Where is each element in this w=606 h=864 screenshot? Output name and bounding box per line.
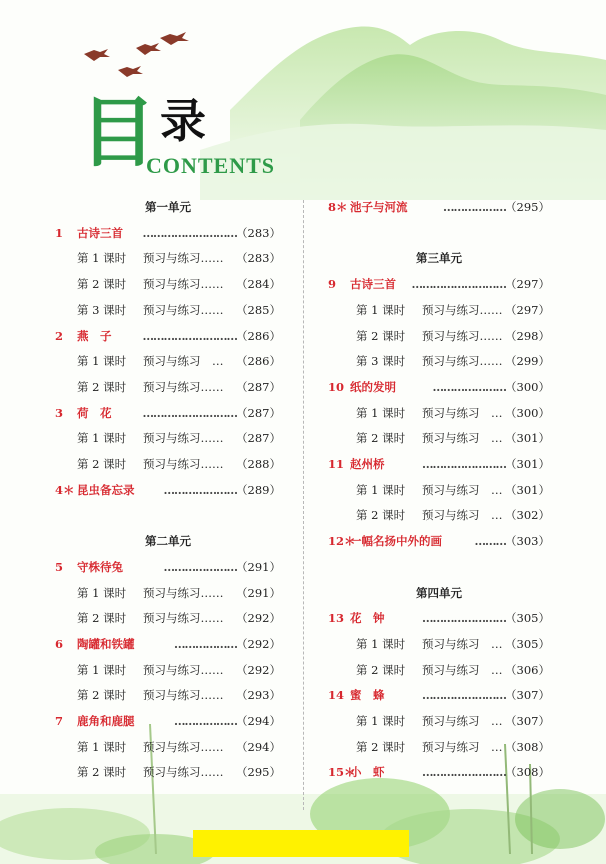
leader-dots: ……………… xyxy=(432,200,506,214)
page-number: （291） xyxy=(236,585,281,600)
leader-dots: ……………………… xyxy=(142,225,237,240)
highlight-bar xyxy=(193,830,409,857)
lesson-subentry[interactable] xyxy=(328,326,550,346)
lesson-entry[interactable] xyxy=(55,711,281,731)
page-number: （301） xyxy=(505,431,550,446)
class-period: 第 1 课时 xyxy=(356,405,406,420)
lesson-subentry[interactable] xyxy=(55,351,281,371)
lesson-entry[interactable] xyxy=(328,454,550,474)
lesson-number: 12＊ xyxy=(328,534,356,549)
class-period: 第 2 课时 xyxy=(77,277,127,292)
page-number: （289） xyxy=(236,482,281,497)
class-period: 第 2 课时 xyxy=(356,662,406,677)
class-period: 第 2 课时 xyxy=(356,739,406,754)
lesson-title: 昆虫备忘录 xyxy=(77,482,135,497)
page-number: （305） xyxy=(505,636,550,651)
leader-dots: …………………… xyxy=(411,688,506,703)
lesson-entry[interactable] xyxy=(55,480,281,500)
lesson-title: 鹿角和鹿腿 xyxy=(77,714,135,728)
spacer xyxy=(328,223,550,243)
unit-heading: 第二单元 xyxy=(145,534,191,549)
practice-label: 预习与练习…… xyxy=(143,585,224,600)
lesson-title: 池子与河流 xyxy=(350,200,408,214)
practice-label: 预习与练习…… xyxy=(143,662,224,677)
lesson-subentry[interactable] xyxy=(328,660,550,680)
lesson-subentry[interactable] xyxy=(328,428,550,448)
leader-dots: ………………… xyxy=(153,559,237,574)
class-period: 第 1 课时 xyxy=(77,739,127,754)
lesson-number: 15＊ xyxy=(328,765,356,780)
lesson-subentry[interactable] xyxy=(55,248,281,268)
page-number: （283） xyxy=(236,225,281,240)
practice-label: 预习与练习 … xyxy=(143,354,224,369)
lesson-entry[interactable] xyxy=(328,762,550,782)
unit-heading: 第四单元 xyxy=(416,585,462,600)
page-number: （302） xyxy=(505,508,550,523)
lesson-subentry[interactable] xyxy=(328,403,550,423)
page-number: （285） xyxy=(236,302,281,317)
leader-dots: ………………… xyxy=(163,482,237,497)
page-number: （294） xyxy=(236,739,281,754)
lesson-entry[interactable] xyxy=(328,377,550,397)
practice-label: 预习与练习 … xyxy=(422,405,503,420)
lesson-title: 古诗三首 xyxy=(77,225,123,240)
lesson-subentry[interactable] xyxy=(55,762,281,782)
page-number: （283） xyxy=(236,251,281,266)
lesson-entry[interactable] xyxy=(328,685,550,705)
lesson-subentry[interactable] xyxy=(55,737,281,757)
class-period: 第 1 课时 xyxy=(77,585,127,600)
page-number: （287） xyxy=(236,405,281,420)
practice-label: 预习与练习 … xyxy=(422,508,503,523)
lesson-number: 3 xyxy=(55,405,64,420)
page-number: （298） xyxy=(505,328,550,343)
page-number: （305） xyxy=(505,611,550,626)
page-number: （286） xyxy=(236,354,281,369)
lesson-subentry[interactable] xyxy=(55,377,281,397)
lesson-number: 7 xyxy=(55,714,64,728)
page-number: （292） xyxy=(236,611,281,626)
leader-dots: ……………………… xyxy=(142,405,237,420)
leader-dots: …………………… xyxy=(411,457,506,471)
class-period: 第 2 课时 xyxy=(356,508,406,523)
page-number: （303） xyxy=(505,534,550,549)
page-number: （297） xyxy=(505,277,550,292)
lesson-title: 花 钟 xyxy=(350,611,385,626)
page-number: （286） xyxy=(236,328,281,343)
page-number: （292） xyxy=(236,636,281,651)
lesson-entry[interactable] xyxy=(55,634,281,654)
lesson-number: 6 xyxy=(55,636,64,651)
lesson-subentry[interactable] xyxy=(55,300,281,320)
practice-label: 预习与练习 … xyxy=(422,662,503,677)
lesson-entry[interactable] xyxy=(328,608,550,628)
page-number: （307） xyxy=(505,714,550,728)
practice-label: 预习与练习…… xyxy=(143,765,224,780)
practice-label: 预习与练习…… xyxy=(143,457,224,471)
page-number: （301） xyxy=(505,482,550,497)
lesson-title: 一幅名扬中外的画 xyxy=(350,534,442,549)
leader-dots: ……… xyxy=(464,534,506,549)
practice-label: 预习与练习 … xyxy=(422,482,503,497)
leader-dots: …………………… xyxy=(411,765,506,780)
lesson-subentry[interactable] xyxy=(328,711,550,731)
leader-dots: ……………………… xyxy=(411,277,506,292)
page-number: （297） xyxy=(505,302,550,317)
class-period: 第 1 课时 xyxy=(356,714,406,728)
lesson-number: 13 xyxy=(328,611,345,626)
lesson-title: 蜜 蜂 xyxy=(350,688,385,703)
lesson-subentry[interactable] xyxy=(55,274,281,294)
lesson-subentry[interactable] xyxy=(55,660,281,680)
practice-label: 预习与练习…… xyxy=(143,251,224,266)
practice-label: 预习与练习…… xyxy=(422,328,503,343)
leader-dots: ………………… xyxy=(422,379,506,394)
page-number: （287） xyxy=(236,431,281,446)
lesson-number: 1 xyxy=(55,225,64,240)
page-number: （288） xyxy=(236,457,281,471)
class-period: 第 1 课时 xyxy=(77,251,127,266)
page-number: （308） xyxy=(505,739,550,754)
class-period: 第 2 课时 xyxy=(77,611,127,626)
page-number: （284） xyxy=(236,277,281,292)
page-number: （306） xyxy=(505,662,550,677)
lesson-subentry[interactable] xyxy=(328,634,550,654)
lesson-entry[interactable] xyxy=(55,403,281,423)
lesson-title: 燕 子 xyxy=(77,328,112,343)
lesson-subentry[interactable] xyxy=(55,685,281,705)
page-number: （300） xyxy=(505,405,550,420)
page-number: （299） xyxy=(505,354,550,369)
lesson-number: 9 xyxy=(328,277,337,292)
title-contents: CONTENTS xyxy=(146,153,276,178)
lesson-title: 纸的发明 xyxy=(350,379,396,394)
lesson-subentry[interactable] xyxy=(55,608,281,628)
practice-label: 预习与练习…… xyxy=(143,739,224,754)
lesson-number: 11 xyxy=(328,457,345,471)
lesson-title: 陶罐和铁罐 xyxy=(77,636,135,651)
practice-label: 预习与练习…… xyxy=(422,354,503,369)
title-lu: 录 xyxy=(160,94,206,148)
leader-dots: ……………… xyxy=(163,714,237,728)
lesson-number: 2 xyxy=(55,328,64,343)
page-number: （308） xyxy=(505,765,550,780)
lesson-number: 5 xyxy=(55,559,64,574)
class-period: 第 1 课时 xyxy=(77,431,127,446)
lesson-number: 10 xyxy=(328,379,345,394)
practice-label: 预习与练习…… xyxy=(143,277,224,292)
unit-heading: 第三单元 xyxy=(416,251,462,266)
leader-dots: ……………… xyxy=(163,636,237,651)
lesson-number: 14 xyxy=(328,688,345,703)
class-period: 第 1 课时 xyxy=(77,662,127,677)
lesson-title: 守株待兔 xyxy=(77,559,123,574)
class-period: 第 2 课时 xyxy=(356,431,406,446)
class-period: 第 2 课时 xyxy=(356,328,406,343)
page-number: （287） xyxy=(236,379,281,394)
class-period: 第 2 课时 xyxy=(77,688,127,703)
lesson-subentry[interactable] xyxy=(328,737,550,757)
lesson-subentry[interactable] xyxy=(55,428,281,448)
page-number: （291） xyxy=(236,559,281,574)
practice-label: 预习与练习…… xyxy=(143,302,224,317)
page-number: （295） xyxy=(236,765,281,780)
lesson-title: 赵州桥 xyxy=(350,457,385,471)
class-period: 第 2 课时 xyxy=(77,457,127,471)
lesson-entry[interactable] xyxy=(328,531,550,551)
lesson-entry[interactable] xyxy=(55,557,281,577)
practice-label: 预习与练习 … xyxy=(422,739,503,754)
spacer xyxy=(328,557,550,577)
flying-geese-icon xyxy=(84,32,189,77)
page-number: （292） xyxy=(236,662,281,677)
leader-dots: …………………… xyxy=(411,611,506,626)
page-number: （294） xyxy=(236,714,281,728)
unit-heading: 第一单元 xyxy=(145,200,191,214)
practice-label: 预习与练习 … xyxy=(422,714,503,728)
lesson-entry[interactable] xyxy=(328,274,550,294)
column-divider xyxy=(303,200,304,810)
practice-label: 预习与练习 … xyxy=(422,431,503,446)
lesson-title: 荷 花 xyxy=(77,405,112,420)
lesson-title: 古诗三首 xyxy=(350,277,396,292)
lesson-number: 8＊ xyxy=(328,200,348,214)
practice-label: 预习与练习…… xyxy=(143,688,224,703)
page-number: （295） xyxy=(505,200,550,214)
lesson-subentry[interactable] xyxy=(328,480,550,500)
practice-label: 预习与练习…… xyxy=(143,611,224,626)
class-period: 第 1 课时 xyxy=(356,636,406,651)
lesson-title: 小 虾 xyxy=(350,765,385,780)
lesson-subentry[interactable] xyxy=(328,300,550,320)
page-number: （301） xyxy=(505,457,550,471)
class-period: 第 2 课时 xyxy=(77,765,127,780)
lesson-entry[interactable] xyxy=(55,223,281,243)
title-mu: 目 xyxy=(80,88,156,177)
lesson-subentry[interactable] xyxy=(55,583,281,603)
leader-dots: ……………………… xyxy=(142,328,237,343)
practice-label: 预习与练习…… xyxy=(143,431,224,446)
lesson-subentry[interactable] xyxy=(328,351,550,371)
class-period: 第 3 课时 xyxy=(77,302,127,317)
practice-label: 预习与练习…… xyxy=(422,302,503,317)
class-period: 第 2 课时 xyxy=(77,379,127,394)
lesson-number: 4＊ xyxy=(55,482,75,497)
page-number: （307） xyxy=(505,688,550,703)
lesson-entry[interactable] xyxy=(328,197,550,217)
spacer xyxy=(55,505,281,525)
class-period: 第 3 课时 xyxy=(356,354,406,369)
class-period: 第 1 课时 xyxy=(77,354,127,369)
practice-label: 预习与练习…… xyxy=(143,379,224,394)
class-period: 第 1 课时 xyxy=(356,482,406,497)
practice-label: 预习与练习 … xyxy=(422,636,503,651)
lesson-subentry[interactable] xyxy=(55,454,281,474)
lesson-entry[interactable] xyxy=(55,326,281,346)
page-number: （293） xyxy=(236,688,281,703)
class-period: 第 1 课时 xyxy=(356,302,406,317)
lesson-subentry[interactable] xyxy=(328,505,550,525)
page-number: （300） xyxy=(505,379,550,394)
